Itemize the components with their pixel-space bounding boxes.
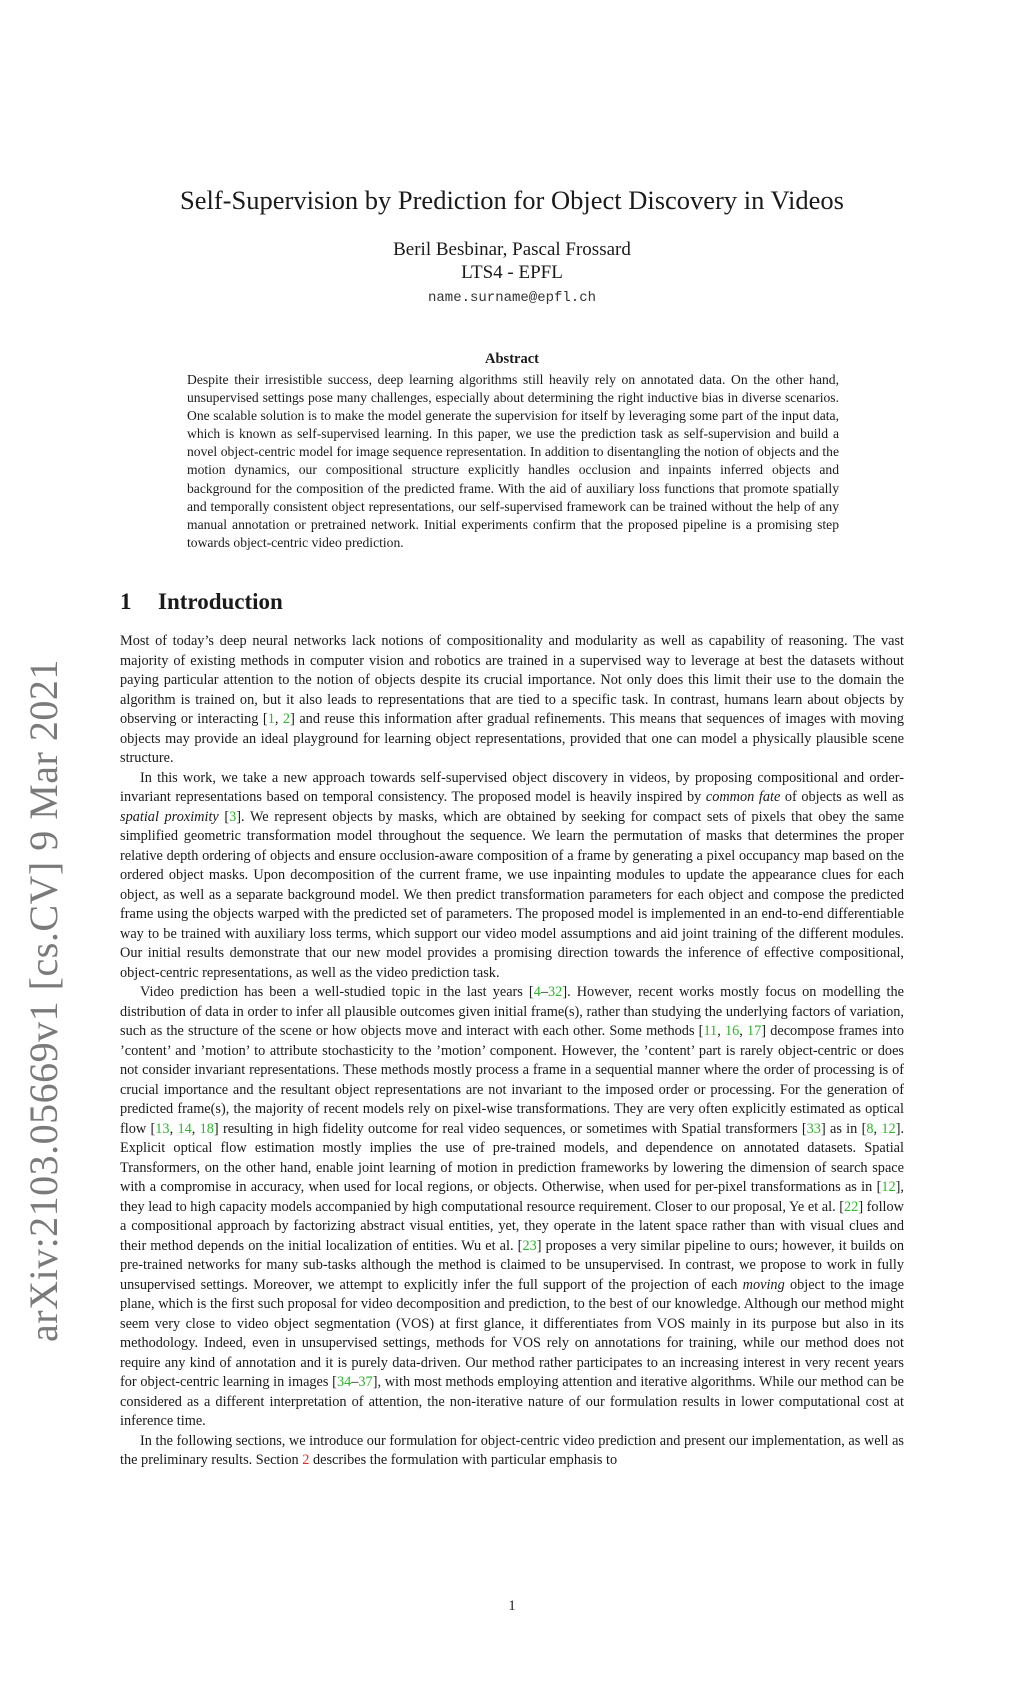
citation-link[interactable]: 12 bbox=[881, 1179, 896, 1195]
text-run: ] and reuse this information after gradual refinements. This means that sequences of images with moving objects may provide an ideal playground for learning object representations, provided that one can model a physically plausible scene structure. bbox=[120, 711, 904, 766]
text-run: , bbox=[873, 1120, 882, 1137]
text-run: of objects as well as bbox=[780, 789, 904, 805]
citation-link[interactable]: 3 bbox=[229, 808, 237, 825]
section-number: 1 bbox=[120, 589, 132, 614]
paper-authors: Beril Besbinar, Pascal Frossard bbox=[393, 239, 631, 260]
text-run: ]. Explicit optical flow estimation mostly implies the use of pre-trained models, and dependence on annotated datasets. Spatial Transformers, on the other hand, enable joint learning of motion in prediction frameworks by lowering the dimension of search space with a compromise in accuracy, when used for local regions, or objects. Otherwise, when used for per-pixel transformations as in [ bbox=[120, 1120, 905, 1195]
text-run: In this work, we take a new approach towards self-supervised object discovery in videos, by proposing compositional and order-invariant representations based on temporal consistency. The proposed model is heavily inspired by bbox=[120, 769, 904, 805]
citation-link[interactable]: 17 bbox=[746, 1023, 762, 1039]
citation-link[interactable]: 11 bbox=[703, 1023, 718, 1039]
body-paragraph bbox=[120, 983, 904, 1432]
body-text bbox=[120, 632, 904, 1471]
abstract-text: Despite their irresistible success, deep learning algorithms still heavily rely on annotated data. On the other hand, unsupervised settings pose many challenges, especially about determining the right inductive bias in diverse scenarios. One scalable solution is to make the model generate the supervision for itself by leveraging some part of the input data, which is known as self-supervised learning. In this paper, we use the prediction task as self-supervision and build a novel object-centric model for image sequence representation. In addition to disentangling the notion of objects and the motion dynamics, our compositional structure explicitly handles occlusion and inpaints inferred objects and background for the composition of the predicted frame. With the aid of auxiliary loss functions that promote spatially and temporally consistent object representations, our self-supervised framework can be trained without the help of any manual annotation or pretrained network. Initial experiments confirm that the proposed pipeline is a promising step towards object-centric video prediction. bbox=[187, 372, 839, 550]
text-run: describes the formulation with particular emphasis to bbox=[309, 1452, 618, 1468]
text-run: ] as in [ bbox=[820, 1120, 867, 1137]
text-run: In the following sections, we introduce our formulation for object-centric video prediction and present our implementation, as well as the preliminary results. Section bbox=[120, 1432, 904, 1468]
citation-link[interactable]: 8 bbox=[866, 1120, 874, 1137]
text-run: ] decompose frames into ’content’ and ’motion’ to attribute stochasticity to the ’motion’ component. However, the ’content’ part is rarely object-centric or does not consider invariant representations. These methods mostly process a frame in a sequential manner where the order of processing is of crucial importance and the resultant object representations are not invariant to the imposed order or processing. For the generation of predicted frame(s), the majority of recent models rely on pixel-wise transformations. They are very often explicitly estimated as optical flow [ bbox=[120, 1023, 904, 1137]
text-run: – bbox=[351, 1374, 359, 1390]
abstract-heading: Abstract bbox=[485, 351, 539, 367]
text-run: , bbox=[169, 1120, 178, 1137]
citation-link[interactable]: 13 bbox=[155, 1120, 170, 1137]
text-run: ]. We represent objects by masks, which are obtained by seeking for compact sets of pixels that obey the same simplified geometric transformation model throughout the sequence. We learn the permutation of masks that determines the proper relative depth ordering of objects and ensure occlusion-aware composition of a frame by generating a pixel occupancy map based on the ordered object masks. Upon decomposition of the current frame, we use inpainting modules to update the appearance clues for each object, as well as a separate background model. We then predict transformation parameters for each object and compose the predicted frame using the objects warped with the predicted set of parameters. The proposed model is implemented in an end-to-end differentiable way to be trained with auxiliary loss terms, which support our video model assumptions and aid joint training of the different modules. Our initial results demonstrate that our new model provides a promising direction towards the inference of effective compositional, object-centric representations, as well as the video prediction task. bbox=[120, 808, 904, 981]
author-email: name.surname@epfl.ch bbox=[427, 290, 597, 306]
text-run: – bbox=[540, 984, 549, 1000]
section-heading bbox=[120, 588, 283, 616]
citation-link[interactable]: 22 bbox=[844, 1198, 859, 1215]
emphasis-text: moving bbox=[742, 1276, 785, 1293]
text-run: , bbox=[274, 711, 283, 727]
text-run: Video prediction has been a well-studied topic in the last years [ bbox=[140, 984, 534, 1000]
citation-link[interactable]: 23 bbox=[522, 1237, 537, 1254]
body-paragraph bbox=[120, 769, 904, 984]
section-reference-link[interactable]: 2 bbox=[302, 1452, 310, 1468]
citation-link[interactable]: 2 bbox=[282, 711, 291, 727]
citation-link[interactable]: 34 bbox=[336, 1374, 352, 1390]
text-run: [ bbox=[218, 808, 230, 825]
citation-link[interactable]: 16 bbox=[724, 1023, 740, 1039]
body-paragraph bbox=[120, 632, 904, 769]
paper-title: Self-Supervision by Prediction for Object Discovery in Videos bbox=[180, 185, 844, 215]
text-run: ] follow a compositional approach by factorizing abstract visual entities, yet, they operate in the latent space rather than with visual clues and their method depends on the initial localization of entities. Wu et al. [ bbox=[120, 1198, 904, 1254]
text-run: , bbox=[191, 1120, 200, 1137]
text-run: ] resulting in high fidelity outcome for real video sequences, or sometimes with Spatial transformers [ bbox=[213, 1120, 807, 1137]
citation-link[interactable]: 18 bbox=[199, 1120, 214, 1137]
text-run: object to the image plane, which is the first such proposal for video decomposition and prediction, to the best of our knowledge. Although our method might seem very close to video object segmentation (VOS) at first glance, it differentiates from VOS mainly in its purpose but also in its methodology. Indeed, even in unsupervised settings, methods for VOS rely on annotations for training, while our method does not require any kind of annotation and it is purely data-driven. Our method rather participates to an increasing interest in very recent years for object-centric learning in images [ bbox=[120, 1276, 905, 1390]
citation-link[interactable]: 32 bbox=[548, 984, 563, 1000]
citation-link[interactable]: 1 bbox=[267, 711, 275, 727]
citation-link[interactable]: 4 bbox=[533, 984, 541, 1000]
text-run: ], they lead to high capacity models accompanied by high computational resource requirement. Closer to our proposal, Ye et al. [ bbox=[120, 1179, 904, 1215]
citation-link[interactable]: 12 bbox=[881, 1120, 896, 1137]
paper-affiliation: LTS4 - EPFL bbox=[461, 262, 563, 283]
section-title: Introduction bbox=[158, 589, 283, 614]
text-run: ] proposes a very similar pipeline to ours; however, it builds on pre-trained networks for many sub-tasks although the method is claimed to be unsupervised. In contrast, we propose to work in fully unsupervised settings. Moreover, we attempt to explicitly infer the full support of the projection of each bbox=[120, 1237, 904, 1293]
text-run: ], with most methods employing attention and iterative algorithms. While our method can be considered as a different interpretation of attention, the non-iterative nature of our formulation results in lower computational cost at inference time. bbox=[120, 1374, 904, 1429]
text-run: ]. However, recent works mostly focus on modelling the distribution of data in order to infer all plausible outcomes given initial frame(s), rather than studying the underlying factors of variation, such as the structure of the scene or how objects move and interact with each other. Some methods [ bbox=[120, 984, 905, 1039]
body-paragraph bbox=[120, 1432, 904, 1471]
text-run: Most of today’s deep neural networks lack notions of compositionality and modularity as well as capability of reasoning. The vast majority of existing methods in computer vision and robotics are trained in a supervised way to leverage at best the datasets without paying particular attention to the notion of objects despite its crucial importance. Not only does this limit their use to the domain the algorithm is trained on, but it also leads to representations that are tied to a specific task. In contrast, humans learn about objects by observing or interacting [ bbox=[120, 633, 904, 727]
emphasis-text: spatial proximity bbox=[120, 808, 219, 825]
arxiv-identifier: arXiv:2103.05669v1 [cs.CV] 9 Mar 2021 bbox=[21, 659, 66, 1342]
page-number: 1 bbox=[508, 1598, 516, 1614]
citation-link[interactable]: 33 bbox=[806, 1120, 821, 1137]
citation-link[interactable]: 37 bbox=[358, 1374, 373, 1390]
text-run: , bbox=[739, 1023, 747, 1039]
emphasis-text: common fate bbox=[705, 789, 781, 805]
citation-link[interactable]: 14 bbox=[177, 1120, 192, 1137]
text-run: , bbox=[717, 1023, 725, 1039]
